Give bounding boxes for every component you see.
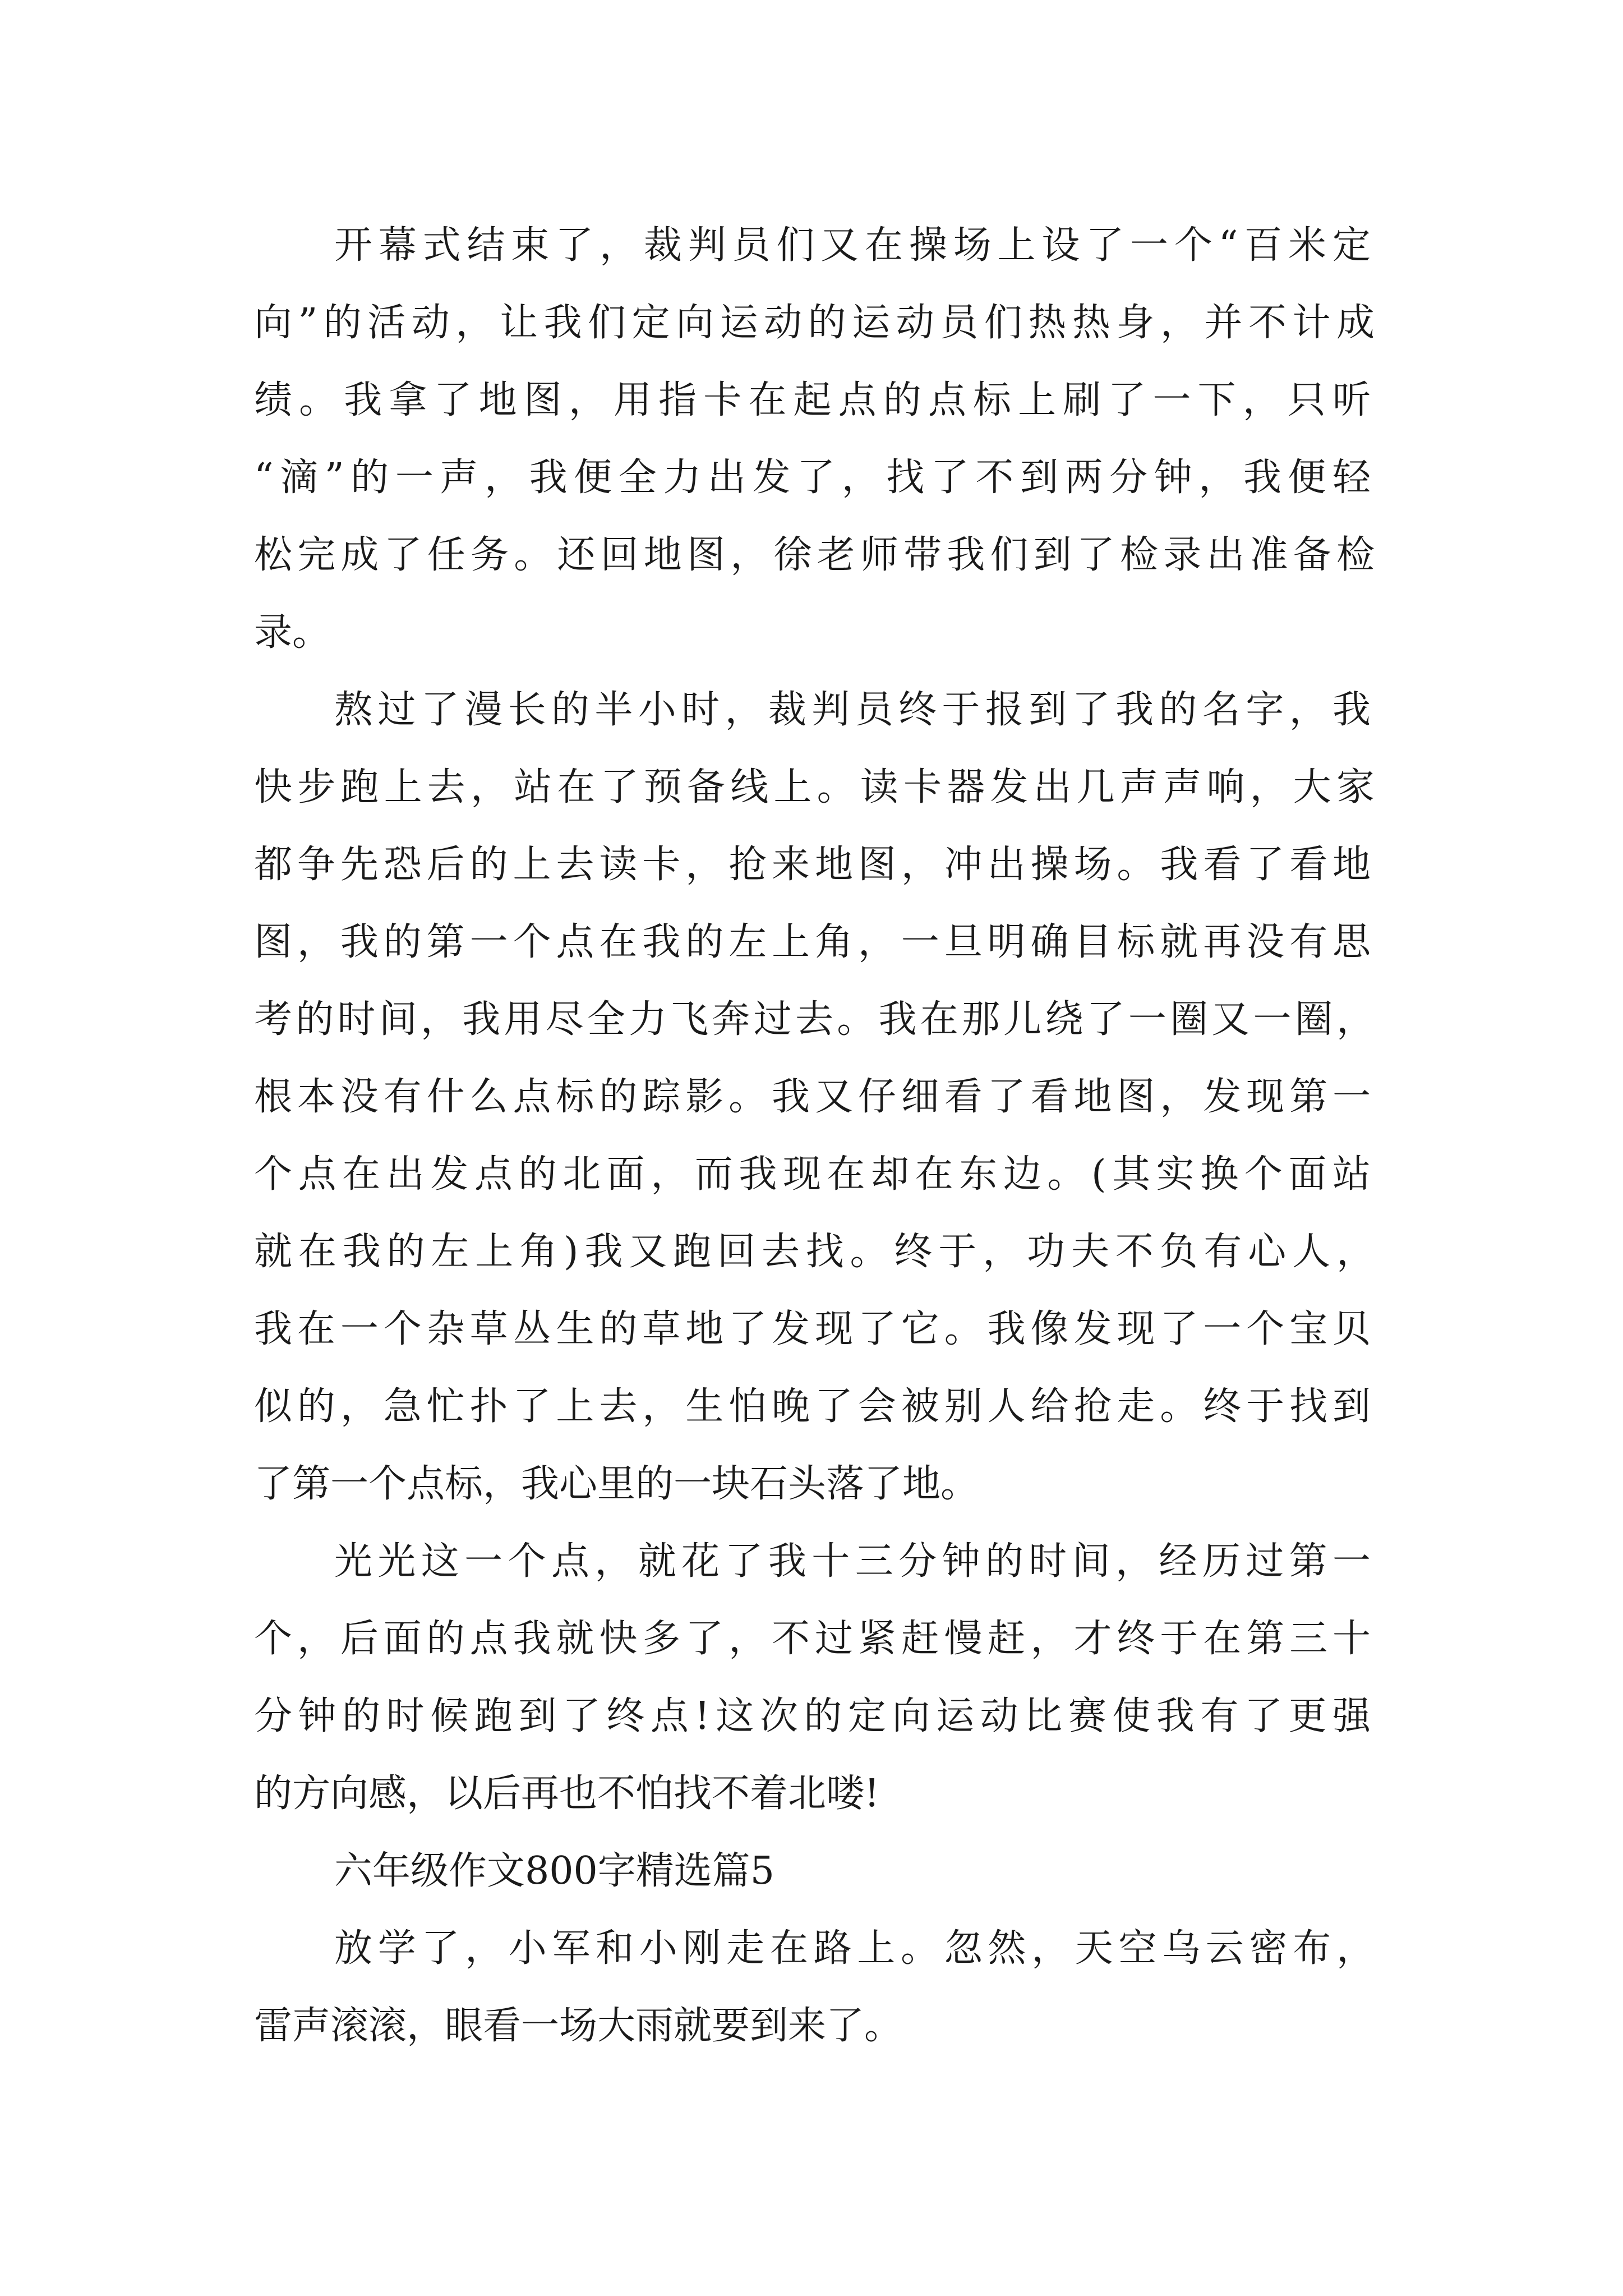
text-line: 绩。我拿了地图，用指卡在起点的点标上刷了一下，只听: [254, 378, 1371, 422]
text-line: 的方向感，以后再也不怕找不着北喽!: [254, 1772, 880, 1816]
text-line: 图，我的第一个点在我的左上角，一旦明确目标就再没有思: [254, 920, 1371, 964]
text-line: 根本没有什么点标的踪影。我又仔细看了看地图，发现第一: [254, 1075, 1371, 1119]
text-line: 分钟的时候跑到了终点!这次的定向运动比赛使我有了更强: [254, 1694, 1371, 1738]
text-line: 光光这一个点，就花了我十三分钟的时间，经历过第一: [334, 1539, 1371, 1584]
text-line: 个点在出发点的北面，而我现在却在东边。(其实换个面站: [254, 1152, 1371, 1197]
text-line: 录。: [254, 610, 331, 655]
text-line: 就在我的左上角)我又跑回去找。终于，功夫不负有心人，: [254, 1230, 1375, 1274]
text-line: “滴”的一声，我便全力出发了，找了不到两分钟，我便轻: [254, 455, 1371, 500]
text-line: 了第一个点标，我心里的一块石头落了地。: [254, 1462, 979, 1506]
text-line: 我在一个杂草丛生的草地了发现了它。我像发现了一个宝贝: [254, 1307, 1371, 1351]
text-line: 开幕式结束了，裁判员们又在操场上设了一个“百米定: [334, 223, 1371, 268]
text-line: 雷声滚滚，眼看一场大雨就要到来了。: [254, 2004, 903, 2048]
text-line: 考的时间，我用尽全力飞奔过去。我在那儿绕了一圈又一圈，: [254, 997, 1375, 1042]
text-line: 放学了，小军和小刚走在路上。忽然，天空乌云密布，: [334, 1926, 1375, 1971]
text-line: 都争先恐后的上去读卡，抢来地图，冲出操场。我看了看地: [254, 843, 1371, 887]
text-line: 快步跑上去，站在了预备线上。读卡器发出几声声响，大家: [254, 765, 1375, 809]
text-line: 向”的活动，让我们定向运动的运动员们热热身，并不计成: [254, 301, 1375, 345]
text-line: 个，后面的点我就快多了，不过紧赶慢赶，才终于在第三十: [254, 1617, 1371, 1661]
section-title: 六年级作文800字精选篇5: [334, 1849, 775, 1893]
text-line: 松完成了任务。还回地图，徐老师带我们到了检录出准备检: [254, 533, 1375, 577]
text-line: 熬过了漫长的半小时，裁判员终于报到了我的名字，我: [334, 688, 1371, 732]
text-line: 似的，急忙扑了上去，生怕晚了会被别人给抢走。终于找到: [254, 1384, 1371, 1429]
